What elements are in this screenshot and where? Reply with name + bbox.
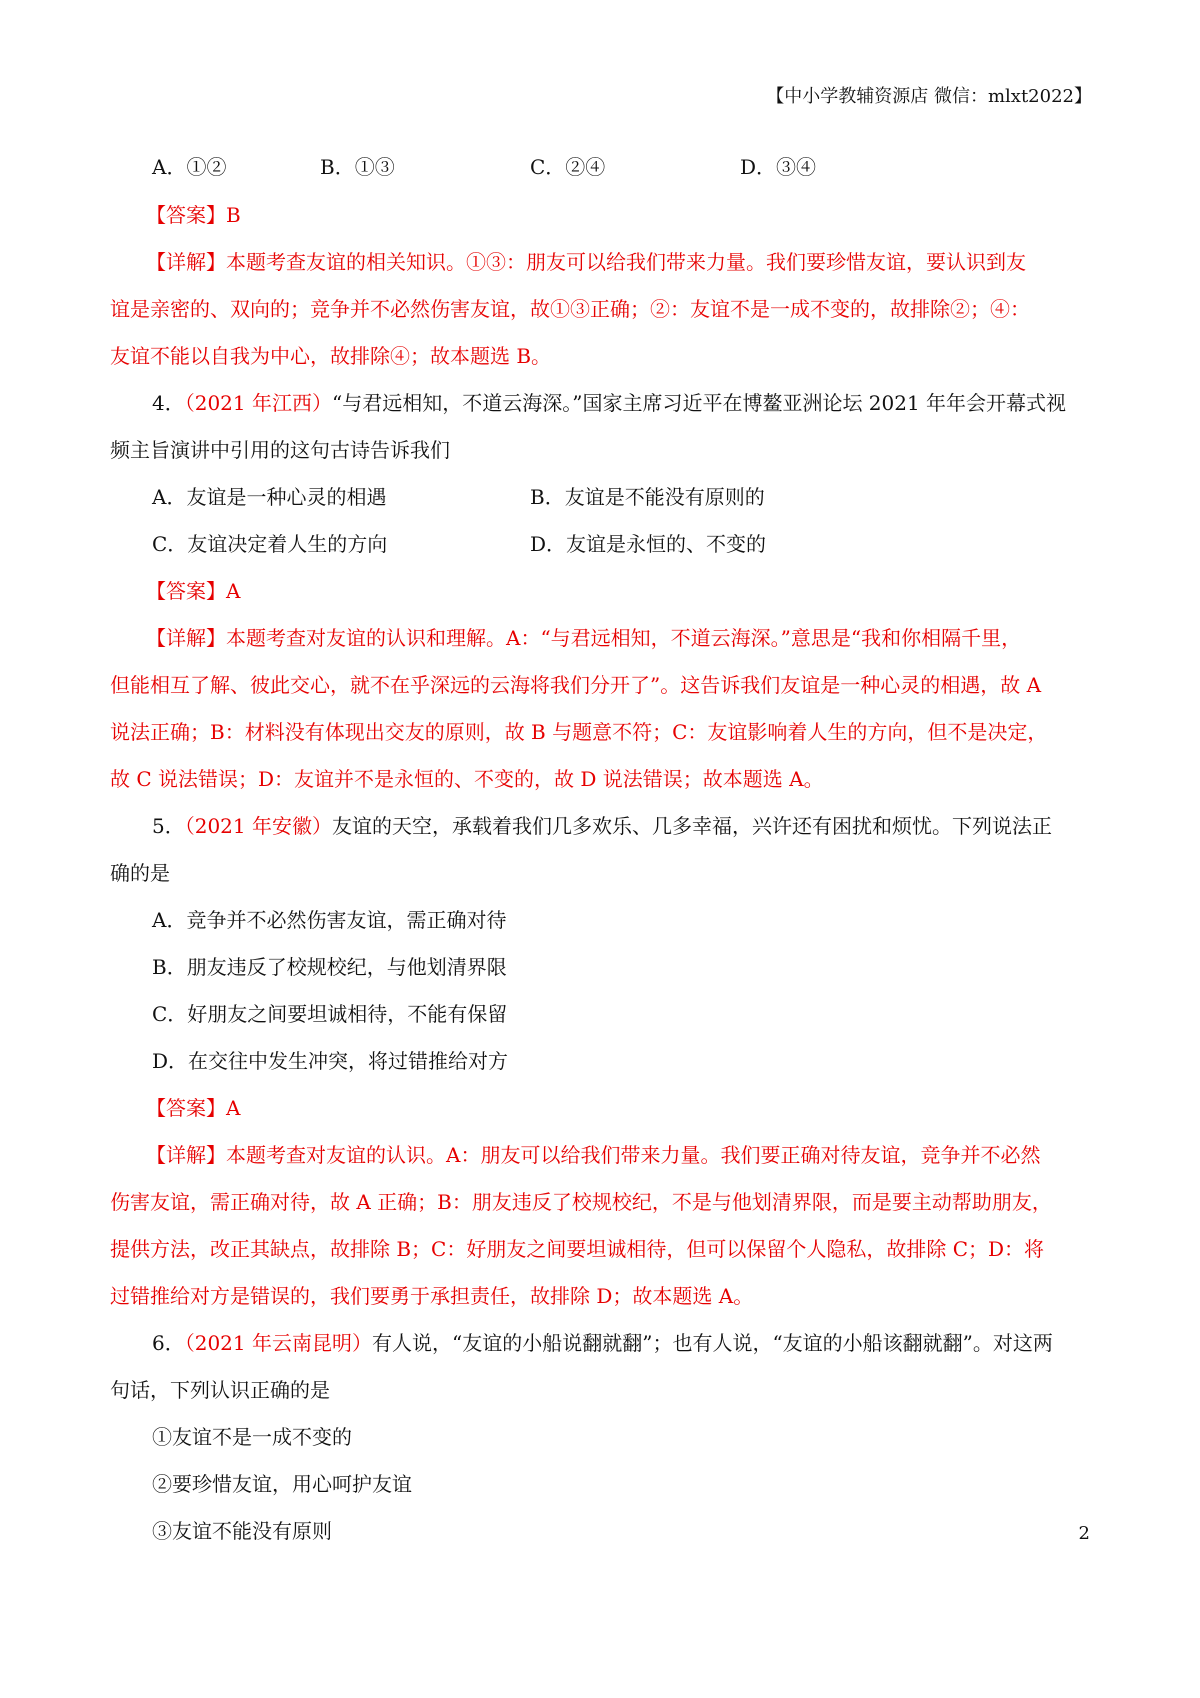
q5-answer: 【答案】A <box>146 1096 241 1120</box>
q4-detail-line-1: 【详解】本题考查对友谊的认识和理解。A：“与君远相知，不道云海深。”意思是“我和你相隔千里， <box>146 626 1022 650</box>
q4-option-b: B．友谊是不能没有原则的 <box>530 485 765 509</box>
q4-detail-line-3: 说法正确；B：材料没有体现出交友的原则，故 B 与题意不符；C：友谊影响着人生的方向，但不是决定， <box>110 720 1048 744</box>
q4-option-a: A．友谊是一种心灵的相遇 <box>152 485 387 509</box>
q6-item-2: ②要珍惜友谊，用心呵护友谊 <box>152 1472 412 1496</box>
q4-answer: 【答案】A <box>146 579 241 603</box>
q3-detail-line-2: 谊是亲密的、双向的；竞争并不必然伤害友谊，故①③正确；②：友谊不是一成不变的，故排除②；④： <box>110 297 1030 321</box>
q4-option-c: C．友谊决定着人生的方向 <box>152 532 388 556</box>
q3-answer: 【答案】B <box>146 203 241 227</box>
q5-source: （2021 年安徽） <box>184 814 332 838</box>
q5-detail-line-3: 提供方法，改正其缺点，故排除 B；C：好朋友之间要坦诚相待，但可以保留个人隐私，故排除 C；D：将 <box>110 1237 1045 1261</box>
q4-stem-line-2: 频主旨演讲中引用的这句古诗告诉我们 <box>110 438 450 462</box>
q4-option-d: D．友谊是永恒的、不变的 <box>530 532 767 556</box>
q5-option-a: A．竞争并不必然伤害友谊，需正确对待 <box>152 908 507 932</box>
q5-detail-line-4: 过错推给对方是错误的，我们要勇于承担责任，故排除 D；故本题选 A。 <box>110 1284 754 1308</box>
option-b: B．①③ <box>320 155 395 179</box>
q6-stem-line-2: 句话，下列认识正确的是 <box>110 1378 330 1402</box>
q5-option-b: B．朋友违反了校规校纪，与他划清界限 <box>152 955 507 979</box>
q6-item-1: ①友谊不是一成不变的 <box>152 1425 352 1449</box>
q4-stem-line-1: 4．（2021 年江西）“与君远相知，不道云海深。”国家主席习近平在博鳌亚洲论坛 2021 年年会开幕式视 <box>152 391 1067 415</box>
q6-source: （2021 年云南昆明） <box>184 1331 372 1355</box>
q5-detail-line-1: 【详解】本题考查对友谊的认识。A：朋友可以给我们带来力量。我们要正确对待友谊，竞争并不必然 <box>146 1143 1041 1167</box>
q5-stem-line-2: 确的是 <box>110 861 170 885</box>
option-d: D．③④ <box>740 155 817 179</box>
q6-item-3: ③友谊不能没有原则 <box>152 1519 332 1543</box>
q5-option-d: D．在交往中发生冲突，将过错推给对方 <box>152 1049 509 1073</box>
q5-option-c: C．好朋友之间要坦诚相待，不能有保留 <box>152 1002 508 1026</box>
page-header: 【中小学教辅资源店 微信：mlxt2022】 <box>766 86 1092 107</box>
q4-detail-line-4: 故 C 说法错误；D：友谊并不是永恒的、不变的，故 D 说法错误；故本题选 A。 <box>110 767 824 791</box>
q3-detail-line-1: 【详解】本题考查友谊的相关知识。①③：朋友可以给我们带来力量。我们要珍惜友谊，要认识到友 <box>146 250 1026 274</box>
page-number: 2 <box>1078 1523 1090 1544</box>
q5-detail-line-2: 伤害友谊，需正确对待，故 A 正确；B：朋友违反了校规校纪，不是与他划清界限，而是要主动帮助朋友， <box>110 1190 1052 1214</box>
q5-stem-line-1: 5．（2021 年安徽）友谊的天空，承载着我们几多欢乐、几多幸福，兴许还有困扰和烦忧。下列说法正 <box>152 814 1052 838</box>
option-a: A．①② <box>152 155 227 179</box>
q4-detail-line-2: 但能相互了解、彼此交心，就不在乎深远的云海将我们分开了”。这告诉我们友谊是一种心灵的相遇，故 A <box>110 673 1042 697</box>
option-c: C．②④ <box>530 155 606 179</box>
q6-stem-line-1: 6．（2021 年云南昆明）有人说，“友谊的小船说翻就翻”；也有人说，“友谊的小船该翻就翻”。对这两 <box>152 1331 1053 1355</box>
q3-detail-line-3: 友谊不能以自我为中心，故排除④；故本题选 B。 <box>110 344 552 368</box>
q4-source: （2021 年江西） <box>184 391 332 415</box>
